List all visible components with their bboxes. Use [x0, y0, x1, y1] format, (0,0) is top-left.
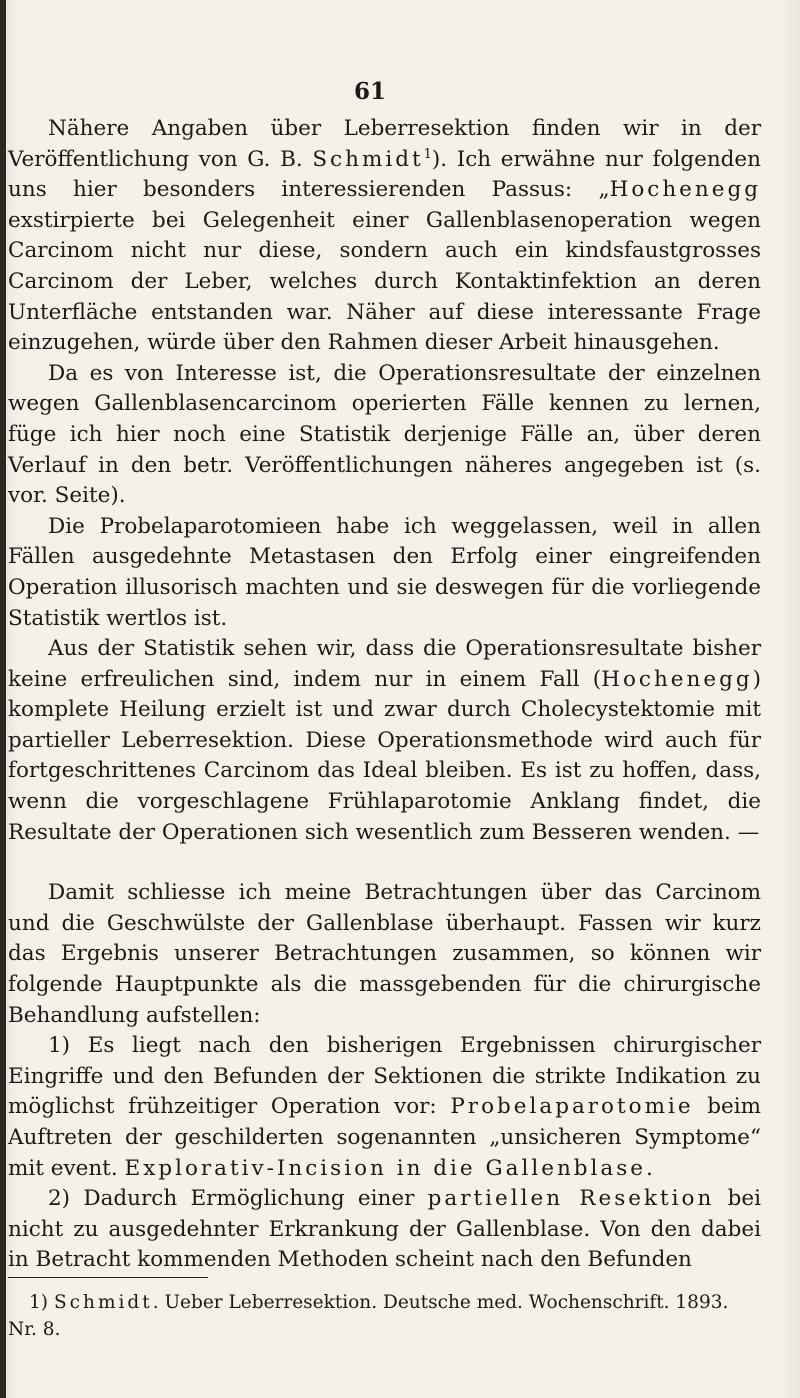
text-run: . — [646, 1155, 653, 1181]
text-run: 1) Es liegt nach den bisherigen Ergebnissen chirurgischer Eingriffe und den Befunden der Sektionen die strikte Indikation zu möglichst frühzeitiger Operation vor: — [8, 1033, 761, 1120]
emphasized-text: Hochenegg — [601, 666, 753, 692]
text-run: exstirpierte bei Gelegenheit einer Gallenblasenoperation wegen Carcinom nicht nur diese, sondern auch ein kindsfaustgrosses Carcinom der Leber, welches durch Kontaktinfektion an deren Unterfläche entstanden war. Näher auf diese interessante Frage einzugehen, würde über den Rahmen dieser Arbeit hinausgehen. — [8, 207, 761, 356]
text-run: beim Auftreten der geschilderten sogenannten „unsicheren Symptome“ mit event. — [8, 1094, 761, 1181]
footnote-author: Schmidt — [54, 1292, 153, 1313]
emphasized-text: Schmidt — [312, 146, 424, 172]
footnote-rule — [8, 1277, 208, 1278]
page-gutter-edge — [0, 0, 6, 1398]
footnote-marker: 1) — [29, 1292, 48, 1313]
paragraph — [8, 1031, 761, 1184]
paragraph — [8, 1184, 761, 1276]
footnote-text: . Ueber Leberresektion. Deutsche med. Wochenschrift. 1893. Nr. 8. — [8, 1292, 729, 1340]
footnote — [8, 1289, 761, 1343]
emphasized-text: Hochenegg — [609, 177, 761, 203]
paragraph — [8, 512, 761, 634]
paragraph — [8, 359, 761, 512]
emphasized-text: Explorativ-Incision in die Gallenblase — [124, 1155, 647, 1181]
text-run: Damit schliesse ich meine Betrachtungen über das Carcinom und die Geschwülste der Gallenblase überhaupt. Fassen wir kurz das Ergebnis unserer Betrachtungen zusammen, so können wir folgende Hauptpunkte als die massgebenden für die chirurgische Behandlung aufstellen: — [8, 880, 761, 1028]
text-run: Da es von Interesse ist, die Operationsresultate der einzelnen wegen Gallenblasencarcinom operierten Fälle kennen zu lernen, füge ich hier noch eine Statistik derjenige Fälle an, über deren Verlauf in den betr. Veröffentlichungen näheres angegeben ist (s. vor. Seite). — [8, 360, 761, 509]
text-run: Nähere Angaben über Leberresektion finden wir in der Veröffentlichung von G. B. — [8, 116, 761, 172]
text-run: ) komplete Heilung erzielt ist und zwar durch Cholecystektomie mit partieller Leberresektion. Diese Operationsmethode wird auch für fortgeschrittenes Carcinom das Ideal bleiben. Es ist zu hoffen, dass, wenn die vorgeschlagene Frühlaparotomie Anklang findet, die Resultate der Operationen sich wesentlich zum Besseren wenden. — — [8, 666, 761, 845]
paragraph — [8, 114, 761, 359]
text-run: Aus der Statistik sehen wir, dass die Operationsresultate bisher keine erfreulichen sind, indem nur in einem Fall ( — [8, 636, 761, 692]
text-run: Die Probelaparotomieen habe ich weggelassen, weil in allen Fällen ausgedehnte Metastasen den Erfolg einer eingreifenden Operation illusorisch machten und sie deswegen für die vorliegende Statistik wertlos ist. — [8, 513, 761, 631]
body-text — [8, 114, 761, 1276]
text-run: ). Ich erwähne nur folgenden uns hier besonders interessierenden Passus: „ — [8, 146, 761, 203]
text-run: bei nicht zu ausgedehnter Erkrankung der Gallenblase. Von den dabei in Betracht kommenden Methoden scheint nach den Befunden — [8, 1186, 762, 1273]
paragraph — [8, 634, 761, 848]
paragraph — [8, 878, 761, 1031]
emphasized-text: Probelaparotomie — [450, 1094, 694, 1120]
emphasized-text: partiellen Resektion — [427, 1186, 715, 1212]
text-run: 2) Dadurch Ermöglichung einer — [48, 1186, 428, 1212]
footnote-reference: 1 — [423, 146, 432, 162]
page-number: 61 — [353, 78, 386, 105]
